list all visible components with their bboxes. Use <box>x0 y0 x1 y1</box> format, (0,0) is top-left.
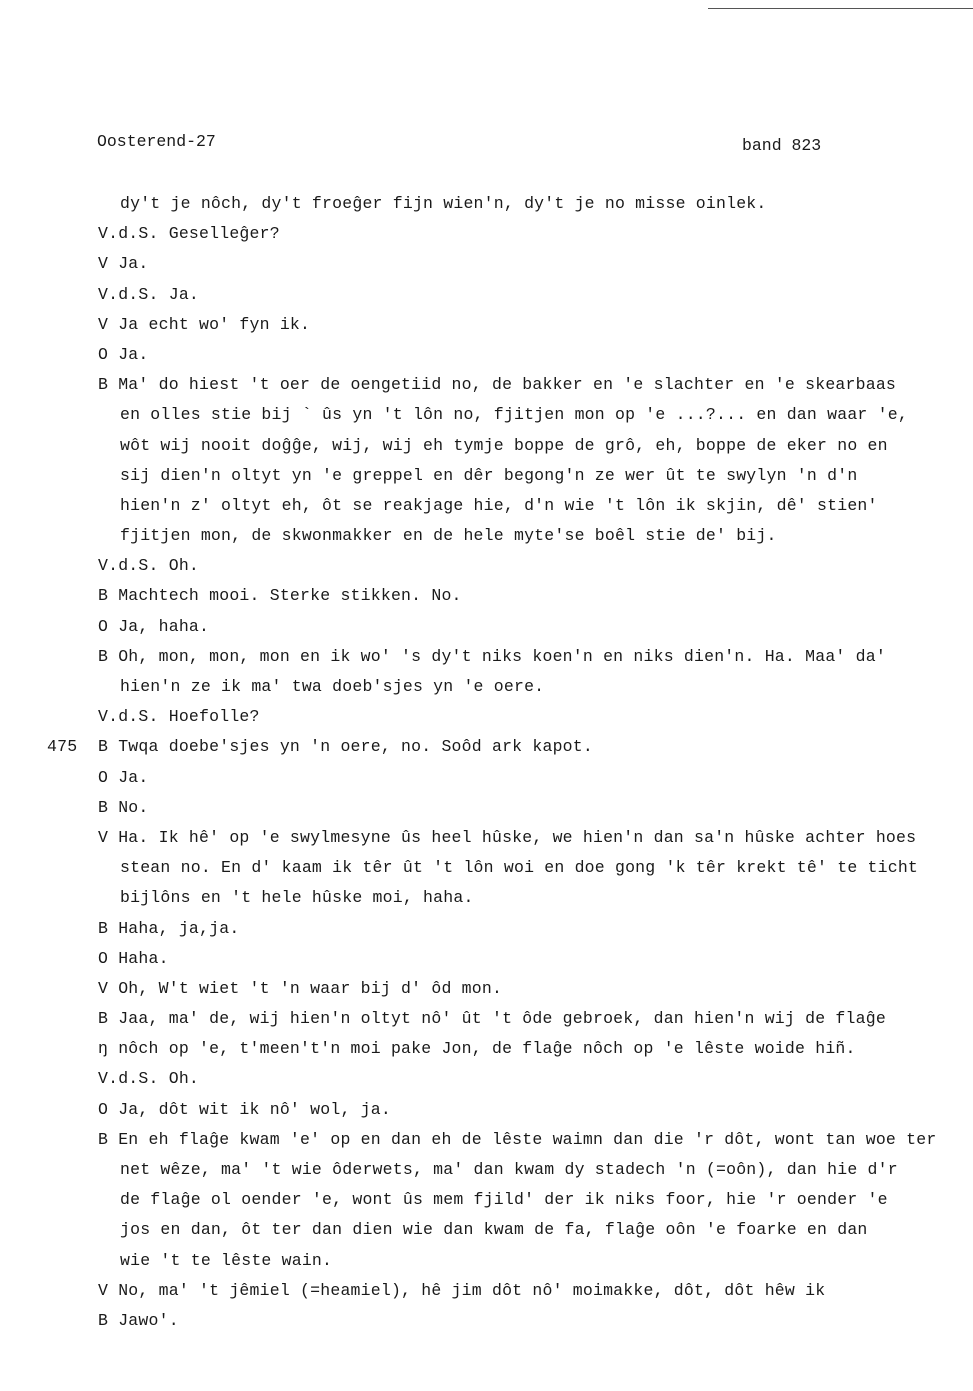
transcript-line <box>0 431 973 461</box>
line-text: V Oh, W't wiet 't 'n waar bij d' ôd mon. <box>98 978 503 998</box>
transcript-line <box>0 461 973 491</box>
transcript-line <box>0 732 973 762</box>
top-rule <box>708 8 973 9</box>
line-text: B No. <box>98 797 149 817</box>
line-text: en olles stie bij ` ûs yn 't lôn no, fjitjen mon op 'e ...?... en dan waar 'e, <box>120 405 908 425</box>
header-left: Oosterend-27 <box>97 132 216 151</box>
line-text: B Oh, mon, mon, mon en ik wo' 's dy't niks koen'n en niks dien'n. Ha. Maa' da' <box>98 646 886 666</box>
transcript-line <box>0 1095 973 1125</box>
transcript-line <box>0 914 973 944</box>
line-text: O Haha. <box>98 948 169 968</box>
transcript-line <box>0 974 973 1004</box>
line-text: bijlôns en 't hele hûske moi, haha. <box>120 888 474 908</box>
transcript-line <box>0 1155 973 1185</box>
line-text: ŋ nôch op 'e, t'meen't'n moi pake Jon, de flaĝe nôch op 'e lêste woide hiñ. <box>98 1039 856 1059</box>
transcript-line <box>0 400 973 430</box>
line-text: wôt wij nooit doĝĝe, wij, wij eh tymje boppe de grô, eh, boppe de eker no en <box>120 435 888 455</box>
line-text: sij dien'n oltyt yn 'e greppel en dêr begong'n ze wer ût te swylyn 'n d'n <box>120 465 858 485</box>
transcript-line <box>0 280 973 310</box>
line-text: B En eh flaĝe kwam 'e' op en dan eh de lêste waimn dan die 'r dôt, wont tan woe ter <box>98 1129 937 1149</box>
transcript-line <box>0 521 973 551</box>
line-text: V.d.S. Oh. <box>98 1069 200 1089</box>
line-text: V.d.S. Oh. <box>98 556 200 576</box>
transcript-line <box>0 823 973 853</box>
transcript-line <box>0 1004 973 1034</box>
transcript-line <box>0 249 973 279</box>
line-text: hien'n z' oltyt eh, ôt se reakjage hie, d'n wie 't lôn ik skjin, dê' stien' <box>120 495 878 515</box>
line-text: B Haha, ja,ja. <box>98 918 240 938</box>
line-text: net wêze, ma' 't wie ôderwets, ma' dan kwam dy stadech 'n (=oôn), dan hie d'r <box>120 1160 898 1179</box>
transcript-line <box>0 944 973 974</box>
line-text: V Ja echt wo' fyn ik. <box>98 314 311 334</box>
transcript-line <box>0 1125 973 1155</box>
line-text: V.d.S. Geselleĝer? <box>98 224 280 244</box>
transcript-line <box>0 702 973 732</box>
line-text: V Ja. <box>98 254 149 274</box>
transcript-line <box>0 1246 973 1276</box>
transcript-line <box>0 340 973 370</box>
transcript-line <box>0 310 973 340</box>
transcript-line <box>0 1064 973 1094</box>
transcript-line <box>0 793 973 823</box>
line-text: O Ja, haha. <box>98 616 210 636</box>
transcript-line <box>0 612 973 642</box>
header-right: band 823 <box>742 136 822 155</box>
line-text: O Ja. <box>98 767 149 787</box>
line-text: V No, ma' 't jêmiel (=heamiel), hê jim dôt nô' moimakke, dôt, dôt hêw ik <box>98 1280 826 1300</box>
transcript-line <box>0 370 973 400</box>
transcript-line <box>0 883 973 913</box>
line-text: B Jawo'. <box>98 1310 179 1330</box>
transcript-line <box>0 551 973 581</box>
line-text: B Twqa doebe'sjes yn 'n oere, no. Soôd ark kapot. <box>98 737 593 757</box>
line-text: O Ja. <box>98 344 149 364</box>
line-text: V.d.S. Hoefolle? <box>98 707 260 727</box>
line-text: B Machtech mooi. Sterke stikken. No. <box>98 586 462 606</box>
transcript-line <box>0 1034 973 1064</box>
transcript-line <box>0 672 973 702</box>
transcript-line <box>0 1185 973 1215</box>
line-text: stean no. En d' kaam ik têr ût 't lôn woi en doe gong 'k têr krekt tê' te ticht <box>120 858 919 878</box>
transcript-line <box>0 581 973 611</box>
line-text: hien'n ze ik ma' twa doeb'sjes yn 'e oere. <box>120 677 545 696</box>
transcript-line <box>0 491 973 521</box>
line-text: V.d.S. Ja. <box>98 284 200 304</box>
line-text: O Ja, dôt wit ik nô' wol, ja. <box>98 1099 391 1119</box>
transcript-line <box>0 642 973 672</box>
transcript-line <box>0 1306 973 1336</box>
line-text: V Ha. Ik hê' op 'e swylmesyne ûs heel hûske, we hien'n dan sa'n hûske achter hoes <box>98 827 917 847</box>
transcript-body <box>0 189 973 1336</box>
transcript-line <box>0 1215 973 1245</box>
line-text: fjitjen mon, de skwonmakker en de hele myte'se boêl stie de' bij. <box>120 526 777 546</box>
line-text: B Ma' do hiest 't oer de oengetiid no, de bakker en 'e slachter en 'e skearbaas <box>98 375 897 395</box>
line-text: wie 't te lêste wain. <box>120 1250 333 1270</box>
transcript-line <box>0 189 973 219</box>
line-text: de flaĝe ol oender 'e, wont ûs mem fjild' der ik niks foor, hie 'r oender 'e <box>120 1190 888 1210</box>
line-text: B Jaa, ma' de, wij hien'n oltyt nô' ût 't ôde gebroek, dan hien'n wij de flaĝe <box>98 1009 886 1029</box>
transcript-line <box>0 1276 973 1306</box>
line-text: dy't je nôch, dy't froeĝer fijn wien'n, dy't je no misse oinlek. <box>120 194 767 213</box>
transcript-line <box>0 219 973 249</box>
line-number: 475 <box>47 737 78 757</box>
transcript-line <box>0 853 973 883</box>
line-text: jos en dan, ôt ter dan dien wie dan kwam de fa, flaĝe oôn 'e foarke en dan <box>120 1220 868 1240</box>
transcript-line <box>0 763 973 793</box>
